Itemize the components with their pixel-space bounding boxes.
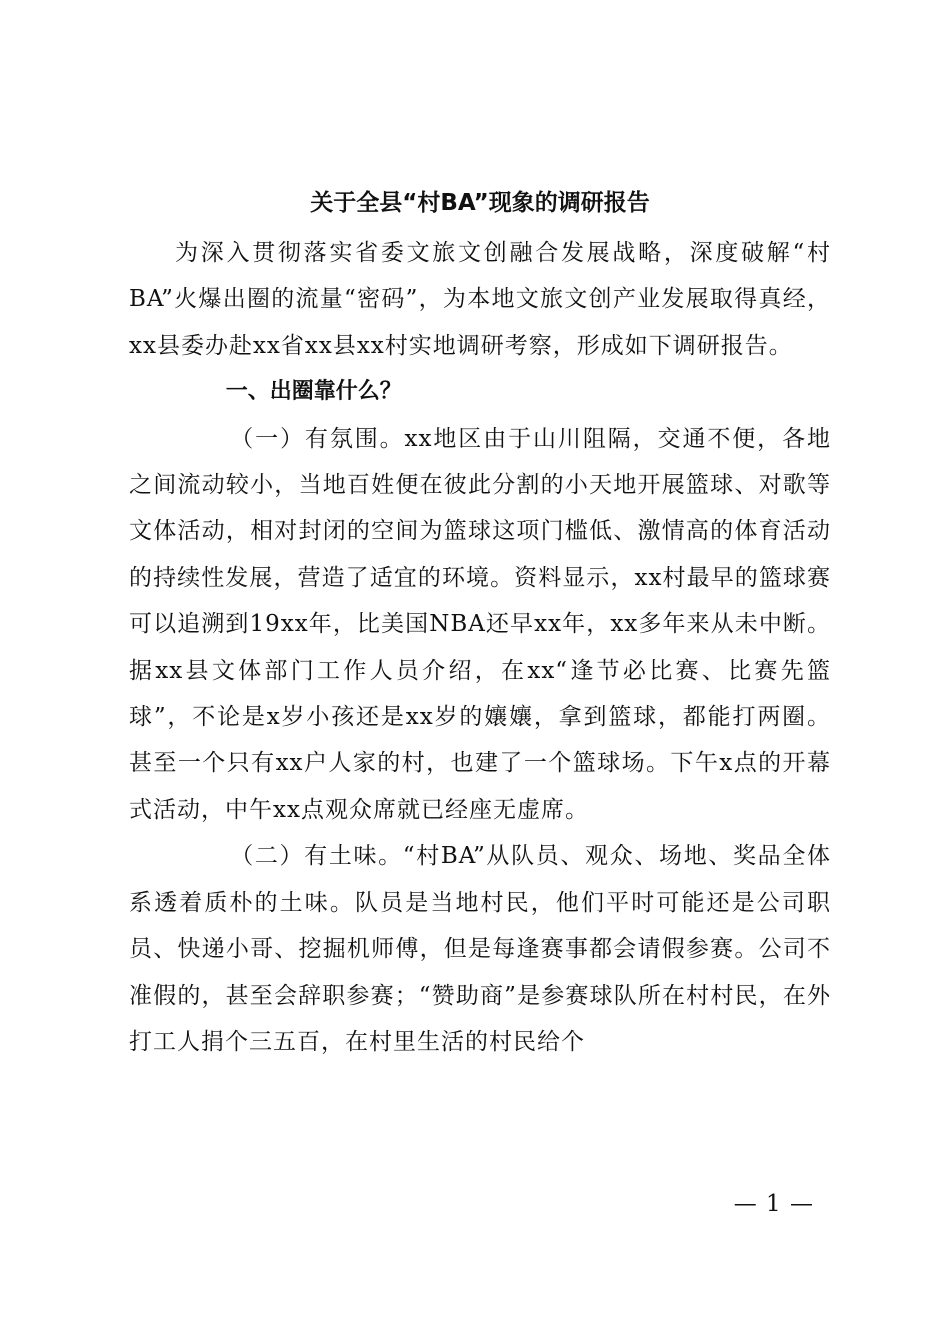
item-2-paragraph: （二）有土味。“村BA”从队员、观众、场地、奖品全体系透着质朴的土味。队员是当地村民，他们平时可能还是公司职员、快递小哥、挖掘机师傅，但是每逢赛事都会请假参赛。公司不准假的，甚至会辞职参赛；“赞助商”是参赛球队所在村村民，在外打工人捐个三五百，在村里生活的村民给个 <box>129 843 831 1055</box>
intro-paragraph: 为深入贯彻落实省委文旅文创融合发展战略，深度破解“村BA”火爆出圈的流量“密码”，为本地文旅文创产业发展取得真经，xx县委办赴xx省xx县xx村实地调研考察，形成如下调研报告。 <box>129 240 831 359</box>
section-heading: 一、出圈靠什么？ <box>225 379 402 405</box>
item-1-paragraph: （一）有氛围。xx地区由于山川阻隔，交通不便，各地之间流动较小，当地百姓便在彼此分割的小天地开展篮球、对歌等文体活动，相对封闭的空间为篮球这项门槛低、激情高的体育活动的持续性发展，营造了适宜的环境。资料显示，xx村最早的篮球赛可以追溯到19xx年，比美国NBA还早xx年，xx多年来从未中断。据xx县文体部门工作人员介绍，在xx“逢节必比赛、比赛先篮球”，不论是x岁小孩还是xx岁的孃孃，拿到篮球，都能打两圈。甚至一个只有xx户人家的村，也建了一个篮球场。下午x点的开幕式活动，中午xx点观众席就已经座无虚席。 <box>129 425 831 823</box>
document-body <box>129 230 831 1065</box>
page-number: — 1 — <box>733 1191 814 1217</box>
document-title: 关于全县“村BA”现象的调研报告 <box>310 190 650 216</box>
